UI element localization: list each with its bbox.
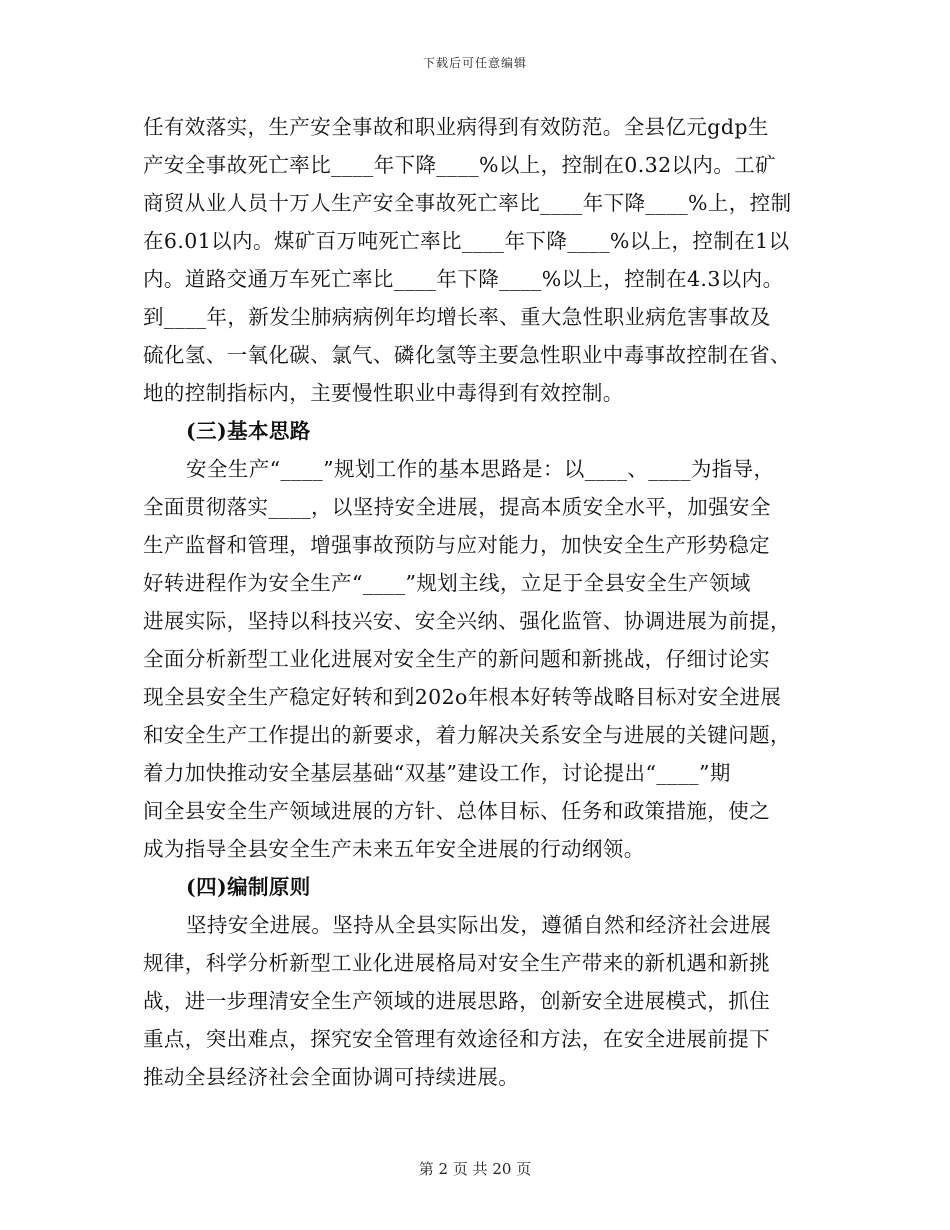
- section-heading-compilation-principles: (四)编制原则: [186, 875, 311, 899]
- paragraph-line: 坚持安全进展。坚持从全县实际出发，遵循自然和经济社会进展: [186, 913, 772, 937]
- paragraph-line: 进展实际，坚持以科技兴安、安全兴纳、强化监管、协调进展为前提，: [143, 609, 791, 633]
- page-header: 下载后可任意编辑: [422, 56, 527, 70]
- paragraph-line: 间全县安全生产领域进展的方针、总体目标、任务和政策措施，使之: [143, 799, 770, 823]
- paragraph-line: 规律，科学分析新型工业化进展格局对安全生产带来的新机遇和新挑: [143, 951, 770, 975]
- paragraph-line: 到____年，新发尘肺病病例年均增长率、重大急性职业病危害事故及: [143, 305, 771, 329]
- paragraph-line: 重点，突出难点，探究安全管理有效途径和方法，在安全进展前提下: [143, 1027, 770, 1051]
- paragraph-line: 商贸从业人员十万人生产安全事故死亡率比____年下降____%上，控制: [143, 191, 792, 215]
- paragraph-line: 产安全事故死亡率比____年下降____%以上，控制在0.32以内。工矿: [143, 153, 777, 177]
- paragraph-line: 好转进程作为安全生产“____”规划主线，立足于全县安全生产领域: [143, 571, 751, 595]
- paragraph-line: 硫化氢、一氧化碳、氯气、磷化氢等主要急性职业中毒事故控制在省、: [143, 343, 791, 367]
- paragraph-line: 和安全生产工作提出的新要求，着力解决关系安全与进展的关键问题，: [143, 723, 791, 747]
- paragraph-line: 现全县安全生产稳定好转和到202o年根本好转等战略目标对安全进展: [143, 685, 782, 709]
- page-number-footer: 第 2 页 共 20 页: [418, 1160, 532, 1178]
- paragraph-line: 着力加快推动安全基层基础“双基”建设工作，讨论提出“____”期: [143, 761, 731, 785]
- paragraph-line: 战，进一步理清安全生产领域的进展思路，创新安全进展模式，抓住: [143, 989, 770, 1013]
- paragraph-line: 成为指导全县安全生产未来五年安全进展的行动纲领。: [143, 837, 645, 861]
- paragraph-line: 任有效落实，生产安全事故和职业病得到有效防范。全县亿元gdp生: [143, 115, 769, 139]
- paragraph-line: 地的控制指标内，主要慢性职业中毒得到有效控制。: [143, 381, 624, 405]
- paragraph-line: 推动全县经济社会全面协调可持续进展。: [143, 1065, 520, 1089]
- paragraph-line: 全面贯彻落实____，以坚持安全进展，提高本质安全水平，加强安全: [143, 495, 771, 519]
- paragraph-line: 全面分析新型工业化进展对安全生产的新问题和新挑战，仔细讨论实: [143, 647, 770, 671]
- section-heading-basic-approach: (三)基本思路: [186, 419, 311, 443]
- paragraph-line: 安全生产“____”规划工作的基本思路是：以____、____为指导，: [186, 457, 775, 481]
- paragraph-line: 生产监督和管理，增强事故预防与应对能力，加快安全生产形势稳定: [143, 533, 770, 557]
- paragraph-line: 在6.01以内。煤矿百万吨死亡率比____年下降____%以上，控制在1以: [143, 229, 790, 253]
- document-body: [143, 108, 811, 1096]
- paragraph-line: 内。道路交通万车死亡率比____年下降____%以上，控制在4.3以内。: [143, 267, 784, 291]
